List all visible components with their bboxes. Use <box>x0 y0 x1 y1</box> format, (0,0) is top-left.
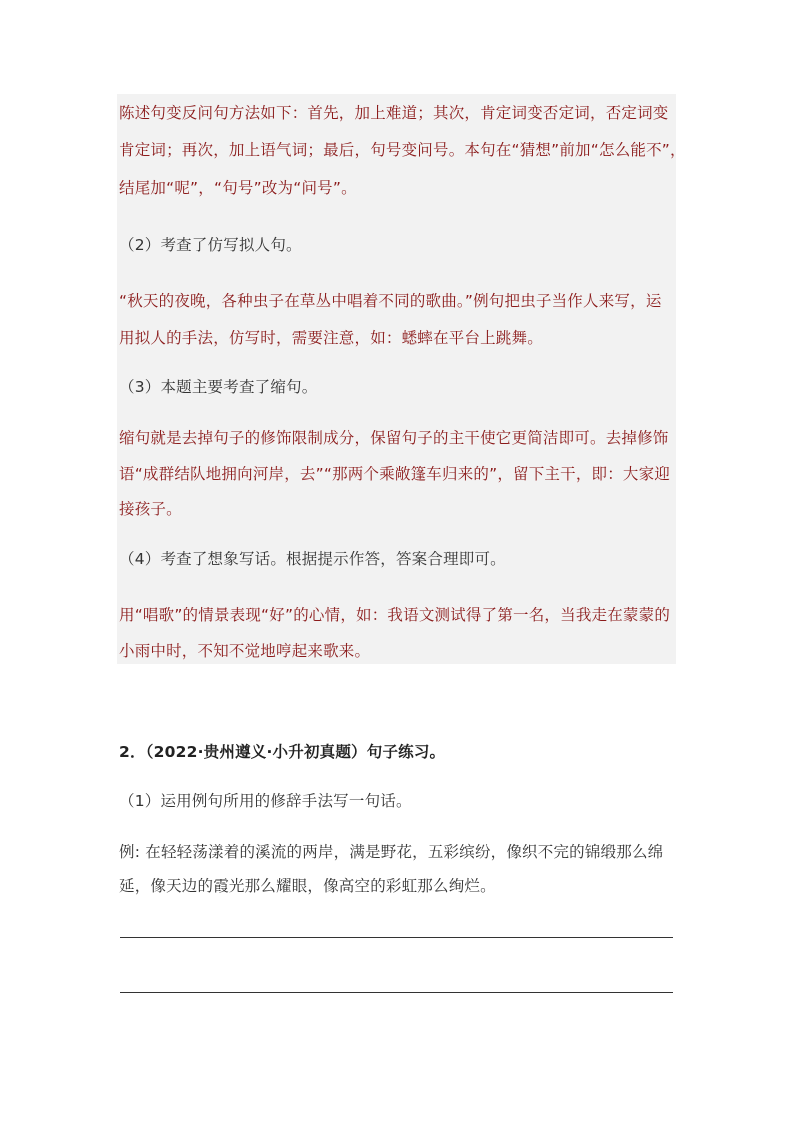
answer-p1-line-2: 肯定词；再次，加上语气词；最后，句号变问号。本句在“猜想”前加“怎么能不”， <box>119 141 686 159</box>
question-2-sub-1: （1）运用例句所用的修辞手法写一句话。 <box>119 792 412 810</box>
answer-p4-line-1: 用“唱歌”的情景表现“好”的心情，如：我语文测试得了第一名，当我走在蒙蒙的 <box>119 606 671 624</box>
answer-writing-line-2[interactable] <box>120 992 673 993</box>
answer-p3-line-2: 语“成群结队地拥向河岸，去”“那两个乘敞篷车归来的”，留下主干，即：大家迎 <box>119 465 671 483</box>
example-line-2: 延，像天边的霞光那么耀眼，像高空的彩虹那么绚烂。 <box>119 877 496 895</box>
example-line-1: 例: 在轻轻荡漾着的溪流的两岸，满是野花，五彩缤纷，像织不完的锦缎那么绵 <box>119 843 664 861</box>
answer-p3-line-3: 接孩子。 <box>119 500 182 518</box>
answer-heading-2: （2）考查了仿写拟人句。 <box>119 236 302 254</box>
answer-heading-3: （3）本题主要考查了缩句。 <box>119 378 318 396</box>
answer-p1-line-1: 陈述句变反问句方法如下：首先，加上难道；其次，肯定词变否定词，否定词变 <box>119 104 669 122</box>
answer-p2-line-2: 用拟人的手法，仿写时，需要注意，如：蟋蟀在平台上跳舞。 <box>119 329 543 347</box>
answer-p2-line-1: “秋天的夜晚，各种虫子在草丛中唱着不同的歌曲。”例句把虫子当作人来写，运 <box>119 292 662 310</box>
answer-p3-line-1: 缩句就是去掉句子的修饰限制成分，保留句子的主干使它更简洁即可。去掉修饰 <box>119 429 669 447</box>
question-2-title: 2．（2022·贵州遵义·小升初真题）句子练习。 <box>119 743 446 761</box>
answer-p1-line-3: 结尾加“呢”，“句号”改为“问号”。 <box>119 179 357 197</box>
answer-writing-line-1[interactable] <box>120 937 673 938</box>
answer-heading-4: （4）考查了想象写话。根据提示作答，答案合理即可。 <box>119 550 506 568</box>
answer-p4-line-2: 小雨中时，不知不觉地哼起来歌来。 <box>119 642 371 660</box>
